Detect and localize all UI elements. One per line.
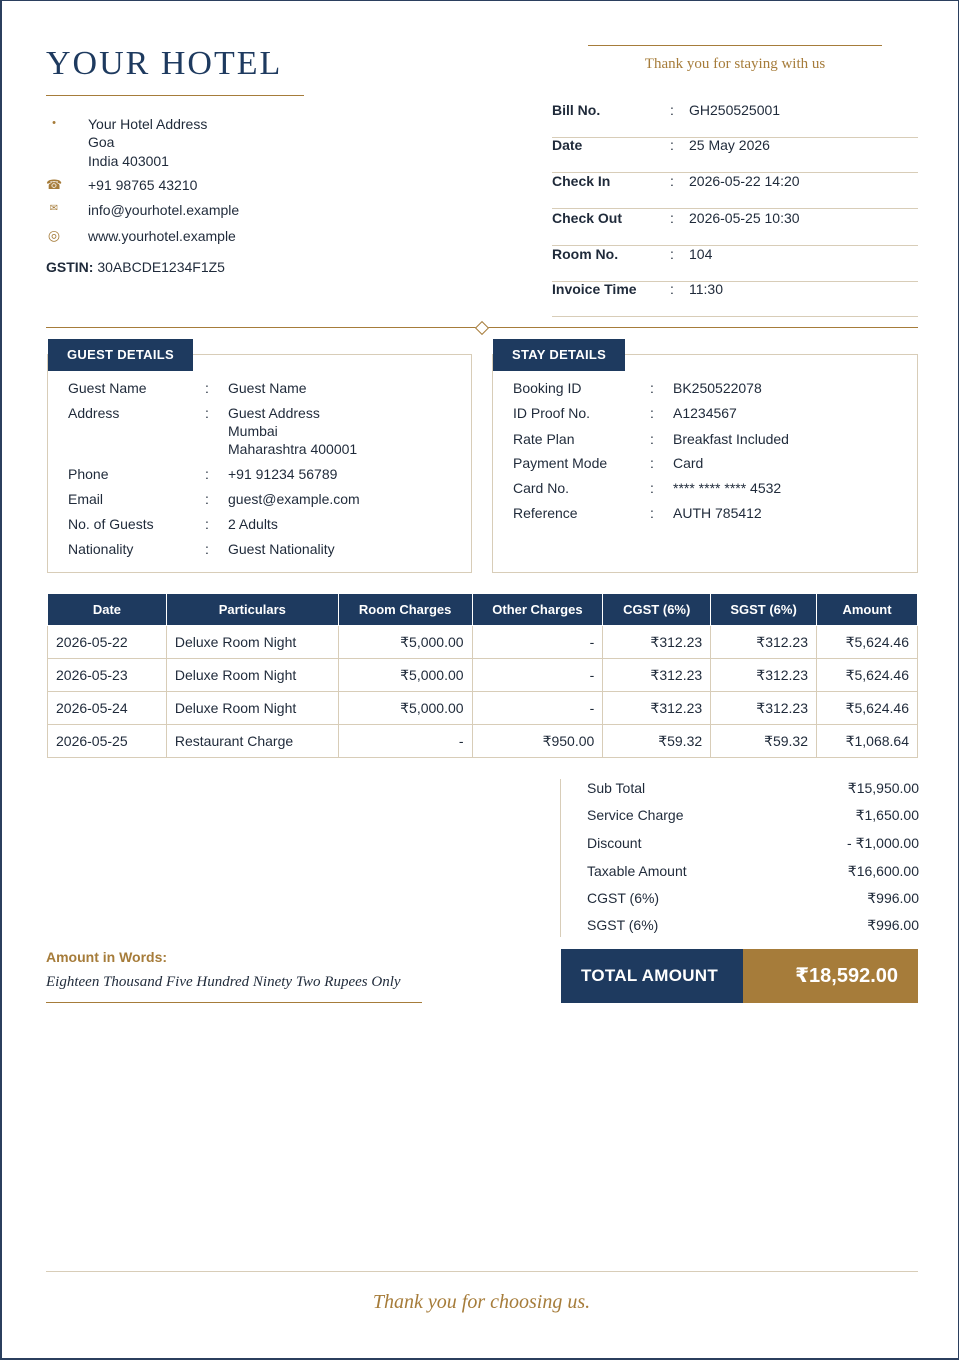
stay-label: Card No. [513,480,570,496]
bill-row-check-out [552,210,918,246]
bill-value: 11:30 [689,281,723,297]
phone-icon: ☎ [46,177,63,192]
table-row [48,659,918,692]
totals-summary [560,779,918,937]
colon: : [205,380,209,396]
colon: : [205,466,209,482]
guest-address-line-3: Maharashtra 400001 [228,441,358,457]
stay-label: Rate Plan [513,431,575,447]
hotel-email[interactable]: info@yourhotel.example [88,202,240,218]
column-header-other-charges: Other Charges [472,594,603,626]
tagline-rule [588,45,882,46]
cell-amount: ₹5,624.46 [817,626,918,659]
cell-amount: ₹5,624.46 [817,692,918,725]
guest-address-line-2: Mumbai [228,423,278,439]
footer-message: Thank you for choosing us. [372,1291,591,1313]
stay-label: Reference [513,505,578,521]
booking-id: BK250522078 [673,380,762,396]
bill-value: 25 May 2026 [689,137,770,153]
colon: : [650,431,654,447]
bill-label: Date [552,137,583,153]
guest-label: Phone [68,466,109,482]
bill-value: 104 [689,246,713,262]
stay-label: ID Proof No. [513,405,591,421]
cell-particulars: Restaurant Charge [166,725,338,758]
cell-cgst: ₹312.23 [603,626,711,659]
total-label: Sub Total [587,780,646,796]
cell-other-charges: ₹950.00 [472,725,603,758]
tagline: Thank you for staying with us [644,56,826,72]
guest-phone: +91 91234 56789 [228,466,338,482]
bill-row-bill-no [552,102,918,138]
cell-cgst: ₹312.23 [603,659,711,692]
location-icon: • [52,117,56,129]
colon: : [650,480,654,496]
cell-sgst: ₹312.23 [711,659,817,692]
amount-in-words-rule [46,1002,422,1003]
cell-date: 2026-05-23 [48,659,167,692]
guest-name: Guest Name [228,380,307,396]
stay-details-title: STAY DETAILS [493,339,625,371]
total-value: ₹1,650.00 [855,807,919,823]
column-header-particulars: Particulars [166,594,338,626]
table-row [48,725,918,758]
divider-diamond [475,321,489,335]
guest-label: Address [68,405,120,421]
cell-date: 2026-05-24 [48,692,167,725]
bill-value: GH250525001 [689,102,781,118]
bill-row-check-in [552,173,918,209]
colon: : [670,246,674,262]
cell-amount: ₹5,624.46 [817,659,918,692]
globe-icon: ◎ [47,227,61,243]
charges-table [47,593,918,758]
colon: : [650,455,654,471]
id-proof: A1234567 [673,405,737,421]
table-row [48,626,918,659]
cell-sgst: ₹312.23 [711,692,817,725]
table-header-row [48,594,918,626]
cell-other-charges: - [472,626,603,659]
colon: : [670,137,674,153]
total-label: Service Charge [587,807,684,823]
total-value: ₹996.00 [867,917,919,933]
guest-email: guest@example.com [228,491,360,507]
gstin [46,259,225,275]
colon: : [650,380,654,396]
cell-room-charges: - [338,725,472,758]
bill-value: 2026-05-22 14:20 [689,173,800,189]
bill-label: Invoice Time [552,281,637,297]
colon: : [670,173,674,189]
cell-particulars: Deluxe Room Night [166,692,338,725]
total-row-service-charge [587,807,919,827]
cell-room-charges: ₹5,000.00 [338,626,472,659]
bill-value: 2026-05-25 10:30 [689,210,800,226]
table-row [48,692,918,725]
hotel-address-line-3: India 403001 [88,153,169,169]
colon: : [205,405,209,421]
grand-total-label: TOTAL AMOUNT [561,949,743,1003]
column-header-sgst: SGST (6%) [711,594,817,626]
colon: : [205,491,209,507]
column-header-room-charges: Room Charges [338,594,472,626]
bill-label: Room No. [552,246,619,262]
hotel-name: YOUR HOTEL [46,45,283,82]
cell-room-charges: ₹5,000.00 [338,692,472,725]
cell-sgst: ₹59.32 [711,725,817,758]
bill-label: Check In [552,173,611,189]
column-header-cgst: CGST (6%) [603,594,711,626]
cell-other-charges: - [472,659,603,692]
guest-details-title: GUEST DETAILS [48,339,193,371]
gstin-value: 30ABCDE1234F1Z5 [97,259,225,275]
amount-in-words-label: Amount in Words: [46,949,168,965]
hotel-website[interactable]: www.yourhotel.example [88,228,236,244]
colon: : [650,505,654,521]
total-label: SGST (6%) [587,917,659,933]
hotel-address-line-1: Your Hotel Address [88,116,208,132]
cell-date: 2026-05-22 [48,626,167,659]
cell-particulars: Deluxe Room Night [166,659,338,692]
cell-cgst: ₹312.23 [603,692,711,725]
colon: : [670,281,674,297]
grand-total [561,949,918,1003]
footer-rule [46,1271,918,1272]
colon: : [205,516,209,532]
colon: : [205,541,209,557]
guest-details-box [47,347,472,573]
total-row-discount [587,835,919,855]
total-row-sgst [587,917,919,937]
total-label: Taxable Amount [587,863,687,879]
payment-mode: Card [673,455,704,471]
rate-plan: Breakfast Included [673,431,789,447]
cell-date: 2026-05-25 [48,725,167,758]
bill-label: Bill No. [552,102,601,118]
bill-row-date [552,137,918,173]
guest-address-line-1: Guest Address [228,405,320,421]
hotel-address-line-2: Goa [88,134,115,150]
total-value: ₹996.00 [867,890,919,906]
total-label: CGST (6%) [587,890,660,906]
guest-label: No. of Guests [68,516,154,532]
mail-icon: ✉ [49,203,59,214]
guest-count: 2 Adults [228,516,278,532]
column-header-date: Date [48,594,167,626]
bill-row-invoice-time [552,281,918,317]
card-no: **** **** **** 4532 [673,480,782,496]
cell-amount: ₹1,068.64 [817,725,918,758]
total-label: Discount [587,835,642,851]
cell-sgst: ₹312.23 [711,626,817,659]
stay-details-box [492,347,918,573]
gstin-label: GSTIN: [46,259,94,275]
bill-row-room-no [552,246,918,282]
hotel-phone: +91 98765 43210 [88,177,198,193]
amount-in-words: Eighteen Thousand Five Hundred Ninety Two Rupees Only [46,974,401,990]
stay-label: Payment Mode [513,455,608,471]
guest-label: Guest Name [68,380,147,396]
total-row-cgst [587,890,919,910]
column-header-amount: Amount [817,594,918,626]
colon: : [670,102,674,118]
total-row-taxable-amount [587,863,919,883]
bill-label: Check Out [552,210,623,226]
colon: : [670,210,674,226]
cell-cgst: ₹59.32 [603,725,711,758]
hotel-name-rule [46,95,304,96]
colon: : [650,405,654,421]
cell-other-charges: - [472,692,603,725]
total-row-sub-total [587,780,919,800]
total-value: - ₹1,000.00 [847,835,919,851]
reference: AUTH 785412 [673,505,762,521]
guest-label: Email [68,491,104,507]
guest-label: Nationality [68,541,134,557]
cell-particulars: Deluxe Room Night [166,626,338,659]
grand-total-value: ₹18,592.00 [743,949,918,1003]
cell-room-charges: ₹5,000.00 [338,659,472,692]
stay-label: Booking ID [513,380,582,396]
total-value: ₹16,600.00 [847,863,919,879]
total-value: ₹15,950.00 [847,780,919,796]
guest-nationality: Guest Nationality [228,541,335,557]
